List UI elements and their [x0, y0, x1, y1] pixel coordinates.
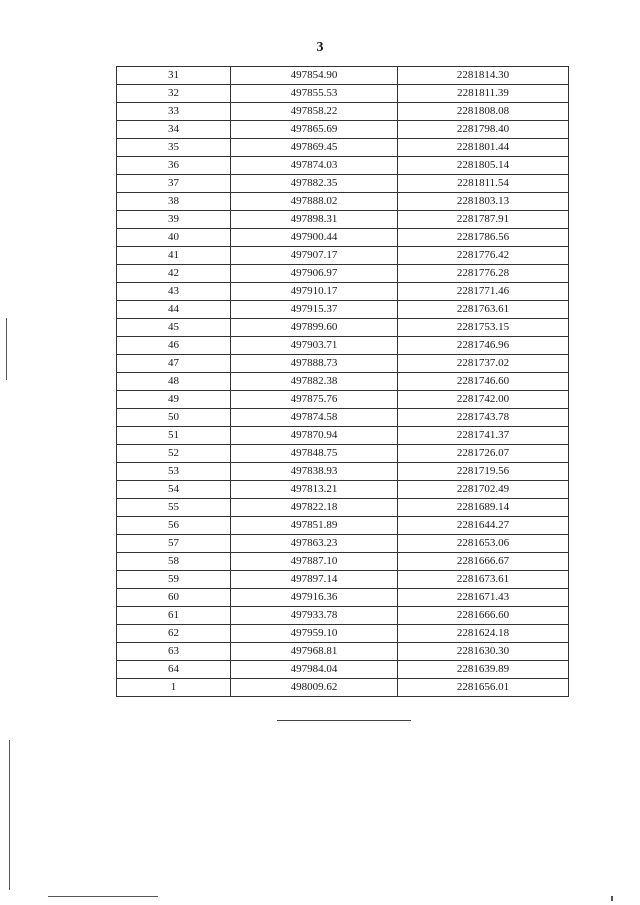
table-row	[117, 229, 569, 247]
y-coordinate-cell: 2281673.61	[398, 571, 569, 589]
y-coordinate-cell: 2281671.43	[398, 589, 569, 607]
x-coordinate-cell: 497887.10	[231, 553, 398, 571]
x-coordinate-cell: 497858.22	[231, 103, 398, 121]
y-coordinate-cell: 2281726.07	[398, 445, 569, 463]
x-coordinate-cell: 497874.58	[231, 409, 398, 427]
x-coordinate-cell: 497906.97	[231, 265, 398, 283]
point-number-cell: 42	[117, 265, 231, 283]
table-row	[117, 499, 569, 517]
point-number-cell: 51	[117, 427, 231, 445]
x-coordinate-cell: 497903.71	[231, 337, 398, 355]
x-coordinate-cell: 497915.37	[231, 301, 398, 319]
point-number-cell: 54	[117, 481, 231, 499]
y-coordinate-cell: 2281776.42	[398, 247, 569, 265]
y-coordinate-cell: 2281811.39	[398, 85, 569, 103]
table-row	[117, 679, 569, 697]
coordinates-table	[116, 66, 569, 697]
x-coordinate-cell: 497984.04	[231, 661, 398, 679]
point-number-cell: 57	[117, 535, 231, 553]
y-coordinate-cell: 2281787.91	[398, 211, 569, 229]
point-number-cell: 56	[117, 517, 231, 535]
point-number-cell: 41	[117, 247, 231, 265]
table-row	[117, 625, 569, 643]
y-coordinate-cell: 2281798.40	[398, 121, 569, 139]
page-number: 3	[316, 40, 324, 55]
point-number-cell: 60	[117, 589, 231, 607]
x-coordinate-cell: 497865.69	[231, 121, 398, 139]
table-row	[117, 175, 569, 193]
x-coordinate-cell: 497882.38	[231, 373, 398, 391]
point-number-cell: 35	[117, 139, 231, 157]
y-coordinate-cell: 2281702.49	[398, 481, 569, 499]
y-coordinate-cell: 2281814.30	[398, 67, 569, 85]
end-of-table-rule	[277, 720, 411, 721]
table-row	[117, 157, 569, 175]
y-coordinate-cell: 2281763.61	[398, 301, 569, 319]
table-row	[117, 661, 569, 679]
x-coordinate-cell: 497900.44	[231, 229, 398, 247]
point-number-cell: 37	[117, 175, 231, 193]
x-coordinate-cell: 497848.75	[231, 445, 398, 463]
x-coordinate-cell: 497854.90	[231, 67, 398, 85]
table-row	[117, 589, 569, 607]
point-number-cell: 64	[117, 661, 231, 679]
table-row	[117, 517, 569, 535]
table-row	[117, 139, 569, 157]
y-coordinate-cell: 2281801.44	[398, 139, 569, 157]
point-number-cell: 33	[117, 103, 231, 121]
point-number-cell: 31	[117, 67, 231, 85]
y-coordinate-cell: 2281743.78	[398, 409, 569, 427]
table-row	[117, 409, 569, 427]
y-coordinate-cell: 2281656.01	[398, 679, 569, 697]
y-coordinate-cell: 2281786.56	[398, 229, 569, 247]
table-row	[117, 103, 569, 121]
x-coordinate-cell: 497910.17	[231, 283, 398, 301]
table-row	[117, 553, 569, 571]
x-coordinate-cell: 497968.81	[231, 643, 398, 661]
y-coordinate-cell: 2281808.08	[398, 103, 569, 121]
point-number-cell: 55	[117, 499, 231, 517]
table-row	[117, 319, 569, 337]
x-coordinate-cell: 497959.10	[231, 625, 398, 643]
table-row	[117, 247, 569, 265]
table-row	[117, 301, 569, 319]
x-coordinate-cell: 497899.60	[231, 319, 398, 337]
table-row	[117, 607, 569, 625]
x-coordinate-cell: 497870.94	[231, 427, 398, 445]
y-coordinate-cell: 2281803.13	[398, 193, 569, 211]
y-coordinate-cell: 2281644.27	[398, 517, 569, 535]
point-number-cell: 59	[117, 571, 231, 589]
table-row	[117, 211, 569, 229]
y-coordinate-cell: 2281737.02	[398, 355, 569, 373]
y-coordinate-cell: 2281805.14	[398, 157, 569, 175]
scan-margin-mark	[9, 740, 10, 890]
table-row	[117, 355, 569, 373]
y-coordinate-cell: 2281741.37	[398, 427, 569, 445]
point-number-cell: 50	[117, 409, 231, 427]
point-number-cell: 43	[117, 283, 231, 301]
coordinates-table-body	[117, 67, 569, 697]
x-coordinate-cell: 497882.35	[231, 175, 398, 193]
point-number-cell: 63	[117, 643, 231, 661]
y-coordinate-cell: 2281653.06	[398, 535, 569, 553]
y-coordinate-cell: 2281746.60	[398, 373, 569, 391]
x-coordinate-cell: 498009.62	[231, 679, 398, 697]
scan-margin-mark	[6, 318, 7, 380]
x-coordinate-cell: 497855.53	[231, 85, 398, 103]
x-coordinate-cell: 497822.18	[231, 499, 398, 517]
point-number-cell: 32	[117, 85, 231, 103]
point-number-cell: 47	[117, 355, 231, 373]
y-coordinate-cell: 2281624.18	[398, 625, 569, 643]
y-coordinate-cell: 2281719.56	[398, 463, 569, 481]
table-row	[117, 265, 569, 283]
point-number-cell: 39	[117, 211, 231, 229]
x-coordinate-cell: 497897.14	[231, 571, 398, 589]
y-coordinate-cell: 2281689.14	[398, 499, 569, 517]
x-coordinate-cell: 497907.17	[231, 247, 398, 265]
y-coordinate-cell: 2281746.96	[398, 337, 569, 355]
x-coordinate-cell: 497916.36	[231, 589, 398, 607]
table-row	[117, 283, 569, 301]
point-number-cell: 44	[117, 301, 231, 319]
point-number-cell: 53	[117, 463, 231, 481]
point-number-cell: 48	[117, 373, 231, 391]
x-coordinate-cell: 497838.93	[231, 463, 398, 481]
table-row	[117, 121, 569, 139]
table-row	[117, 85, 569, 103]
table-row	[117, 445, 569, 463]
table-row	[117, 193, 569, 211]
point-number-cell: 40	[117, 229, 231, 247]
scan-margin-mark	[48, 896, 158, 897]
x-coordinate-cell: 497863.23	[231, 535, 398, 553]
table-row	[117, 535, 569, 553]
x-coordinate-cell: 497851.89	[231, 517, 398, 535]
y-coordinate-cell: 2281753.15	[398, 319, 569, 337]
point-number-cell: 38	[117, 193, 231, 211]
scan-margin-mark	[611, 896, 613, 901]
x-coordinate-cell: 497869.45	[231, 139, 398, 157]
x-coordinate-cell: 497898.31	[231, 211, 398, 229]
x-coordinate-cell: 497933.78	[231, 607, 398, 625]
x-coordinate-cell: 497813.21	[231, 481, 398, 499]
point-number-cell: 52	[117, 445, 231, 463]
table-row	[117, 373, 569, 391]
y-coordinate-cell: 2281639.89	[398, 661, 569, 679]
table-row	[117, 643, 569, 661]
point-number-cell: 49	[117, 391, 231, 409]
table-row	[117, 67, 569, 85]
y-coordinate-cell: 2281811.54	[398, 175, 569, 193]
y-coordinate-cell: 2281630.30	[398, 643, 569, 661]
y-coordinate-cell: 2281742.00	[398, 391, 569, 409]
table-row	[117, 481, 569, 499]
point-number-cell: 36	[117, 157, 231, 175]
y-coordinate-cell: 2281666.67	[398, 553, 569, 571]
point-number-cell: 46	[117, 337, 231, 355]
x-coordinate-cell: 497888.02	[231, 193, 398, 211]
point-number-cell: 34	[117, 121, 231, 139]
point-number-cell: 62	[117, 625, 231, 643]
point-number-cell: 1	[117, 679, 231, 697]
table-row	[117, 391, 569, 409]
y-coordinate-cell: 2281776.28	[398, 265, 569, 283]
x-coordinate-cell: 497874.03	[231, 157, 398, 175]
point-number-cell: 45	[117, 319, 231, 337]
x-coordinate-cell: 497888.73	[231, 355, 398, 373]
point-number-cell: 61	[117, 607, 231, 625]
table-row	[117, 337, 569, 355]
point-number-cell: 58	[117, 553, 231, 571]
y-coordinate-cell: 2281771.46	[398, 283, 569, 301]
table-row	[117, 427, 569, 445]
table-row	[117, 463, 569, 481]
table-row	[117, 571, 569, 589]
y-coordinate-cell: 2281666.60	[398, 607, 569, 625]
x-coordinate-cell: 497875.76	[231, 391, 398, 409]
